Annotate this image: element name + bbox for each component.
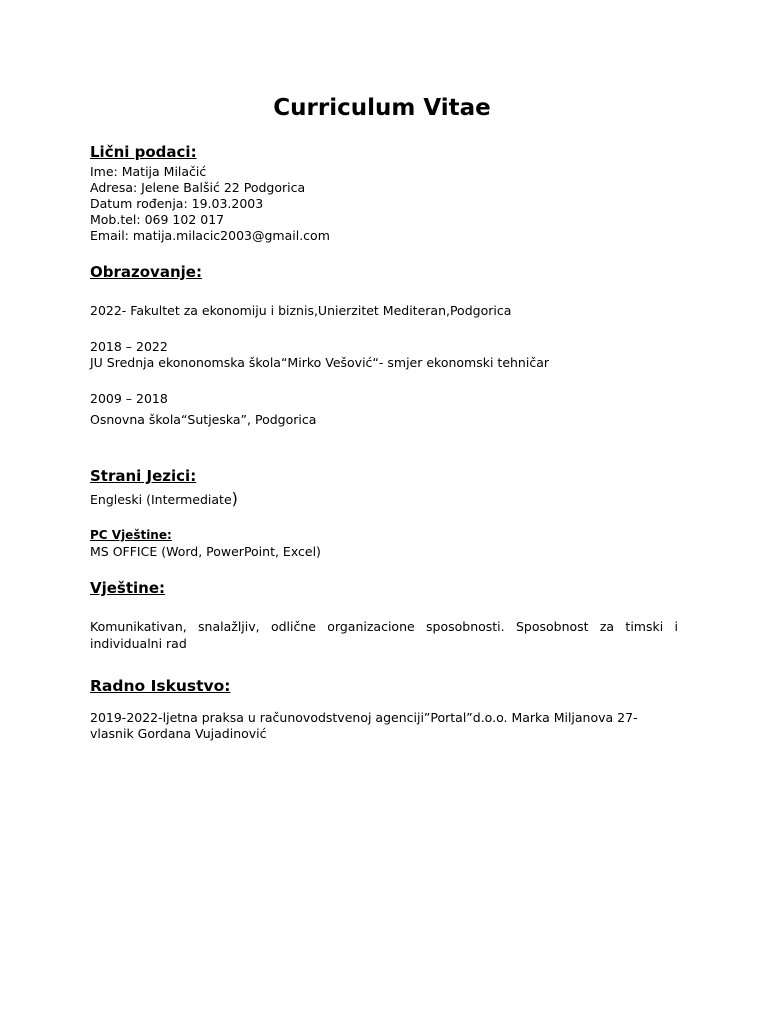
personal-data-block (90, 164, 330, 244)
personal-data-heading: Lični podaci: (90, 143, 197, 161)
skills-paragraph (90, 618, 678, 652)
education-heading: Obrazovanje: (90, 263, 202, 281)
languages-heading: Strani Jezici: (90, 467, 197, 485)
personal-birthdate: Datum rođenja: 19.03.2003 (90, 196, 264, 211)
skills-heading: Vještine: (90, 579, 166, 597)
languages-closing-paren: ) (231, 489, 238, 508)
education-entry-primary: Osnovna škola“Sutjeska”, Podgorica (90, 412, 317, 427)
skills-line-2: individualni rad (90, 636, 187, 651)
personal-phone: Mob.tel: 069 102 017 (90, 212, 225, 227)
document-title: Curriculum Vitae (273, 95, 491, 121)
experience-heading-label: Radno Iskustvo (90, 677, 225, 695)
education-entry-primary-years: 2009 – 2018 (90, 391, 168, 406)
languages-text (90, 491, 238, 508)
personal-name: Ime: Matija Milačić (90, 164, 207, 179)
personal-email: Email: matija.milacic2003@gmail.com (90, 228, 330, 243)
languages-value: Engleski (Intermediate (90, 492, 232, 507)
experience-heading-colon: : (224, 677, 231, 695)
education-entry-highschool: JU Srednja ekononomska škola“Mirko Vešović“- smjer ekonomski tehničar (90, 355, 550, 370)
experience-line-1: 2019-2022-ljetna praksa u računovodstvenoj agenciji”Portal”d.o.o. Marka Miljanova 27- (90, 710, 638, 725)
skills-line-1: Komunikativan, snalažljiv, odlične organizacione sposobnosti. Sposobnost za timski i (90, 619, 678, 634)
education-entry-university: 2022- Fakultet za ekonomiju i biznis,Unierzitet Mediteran,Podgorica (90, 303, 512, 318)
experience-heading (90, 676, 231, 696)
experience-line-2: vlasnik Gordana Vujadinović (90, 726, 267, 741)
personal-address: Adresa: Jelene Balšić 22 Podgorica (90, 180, 306, 195)
pc-skills-heading: PC Vještine: (90, 528, 172, 542)
experience-block (90, 710, 638, 742)
education-entry-highschool-years: 2018 – 2022 (90, 339, 168, 354)
pc-skills-text: MS OFFICE (Word, PowerPoint, Excel) (90, 544, 321, 559)
